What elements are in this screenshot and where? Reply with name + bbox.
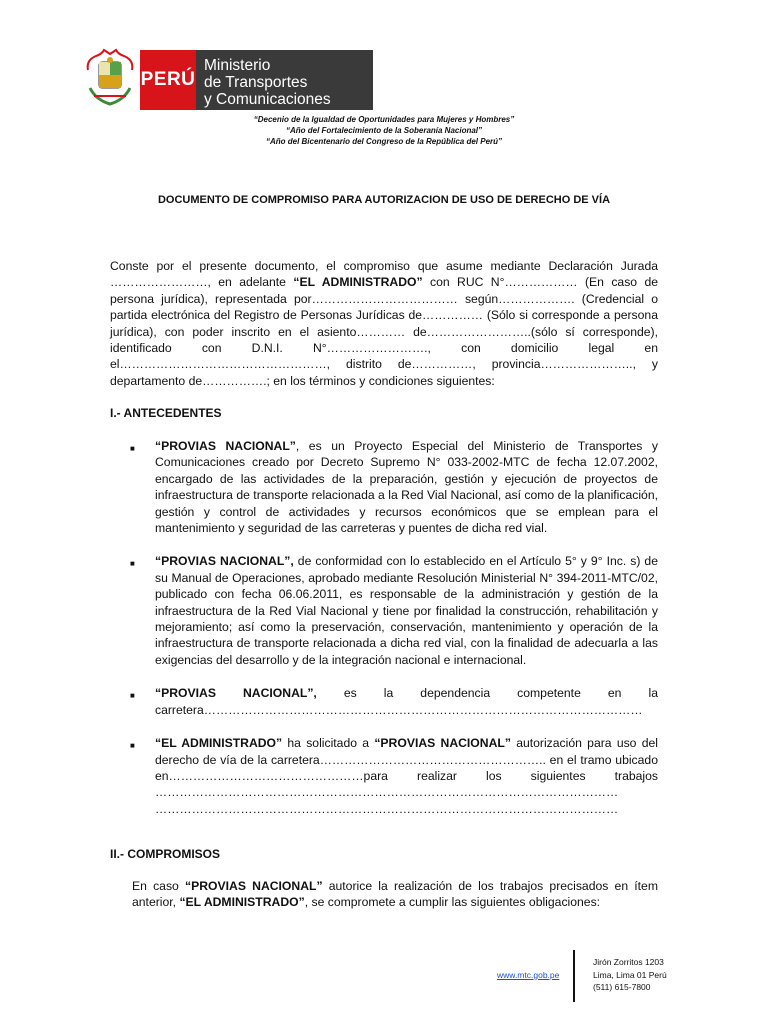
ministry-name — [196, 50, 373, 110]
plain-text: autorización para uso del derecho de vía de la carretera……………………………………………….. en el tramo ubicado en…………………………………………para realizar los siguientes trabajos …………………………………………………………………………………………………… …………………………………………………………………………………………………… — [155, 736, 658, 816]
footer-divider — [573, 950, 575, 1002]
intro-paragraph — [110, 258, 658, 389]
bold-text: “EL ADMINISTRADO” — [155, 736, 283, 751]
antecedentes-list — [130, 438, 658, 834]
bold-text: “PROVIAS NACIONAL” — [374, 736, 511, 751]
closing-paragraph — [132, 878, 658, 911]
ministry-line: Ministerio — [204, 57, 271, 74]
website-link[interactable]: www.mtc.gob.pe — [497, 970, 560, 980]
peru-seal-icon — [82, 48, 138, 110]
plain-text: autorice la realización de los trabajos precisados en ítem anterior, — [132, 879, 658, 910]
motto-line: “Año del Bicentenario del Congreso de la República del Perú” — [265, 137, 503, 146]
intro-text: Conste por el presente documento, el compromiso que asume mediante Declaración Jurada ……………………, en adelante — [110, 259, 658, 290]
section-compromisos: II.- COMPROMISOS — [110, 847, 221, 861]
bullet-icon: ■ — [130, 691, 135, 701]
list-item — [130, 553, 658, 668]
ministry-line: y Comunicaciones — [204, 91, 331, 108]
bold-text: “EL ADMINISTRADO” — [179, 895, 305, 910]
address-line: Lima, Lima 01 Perú — [593, 969, 667, 980]
document-title: DOCUMENTO DE COMPROMISO PARA AUTORIZACION DE USO DE DERECHO DE VÍA — [157, 194, 611, 206]
bold-text: “PROVIAS NACIONAL”, — [155, 686, 317, 701]
motto-line: “Decenio de la Igualdad de Oportunidades para Mujeres y Hombres” — [253, 115, 515, 124]
motto-line: “Año del Fortalecimiento de la Soberanía Nacional” — [285, 126, 483, 135]
decenio-mottos — [0, 114, 768, 147]
plain-text: , es un Proyecto Especial del Ministerio de Transportes y Comunicaciones creado por Decreto Supremo N° 033-2002-MTC de fecha 12.07.2002, encargado de las actividades de la preparación, gestión y ejecución de proyectos de infraestructura de transporte relacionada a la Red Vial Nacional, así como de la planificación, gestión y control de actividades y recursos económicos que se emplean para el mantenimiento y seguridad de las carreteras y puentes de dicha red vial. — [155, 439, 658, 536]
list-item-text — [155, 438, 658, 536]
plain-text: , se compromete a cumplir las siguientes obligaciones: — [304, 895, 601, 910]
bold-text: “PROVIAS NACIONAL”, — [155, 554, 294, 569]
ministry-line: de Transportes — [204, 74, 308, 91]
peru-logo: PERÚ — [140, 50, 196, 110]
list-item — [130, 685, 658, 718]
bullet-icon: ■ — [130, 741, 135, 751]
bold-text: “PROVIAS NACIONAL” — [155, 439, 296, 453]
address-line: (511) 615-7800 — [593, 982, 651, 992]
bullet-icon: ■ — [130, 444, 135, 453]
list-item — [130, 735, 658, 817]
bold-text: “PROVIAS NACIONAL” — [185, 879, 323, 893]
footer-address — [593, 956, 667, 994]
list-item-text — [155, 735, 658, 817]
address-line: Jirón Zorritos 1203 — [593, 957, 664, 967]
intro-bold: “EL ADMINISTRADO” — [293, 275, 423, 290]
coat-of-arms — [82, 48, 138, 110]
plain-text: En caso — [132, 879, 186, 893]
section-antecedentes: I.- ANTECEDENTES — [110, 406, 222, 420]
bullet-icon: ■ — [130, 559, 135, 569]
plain-text: ha solicitado a — [282, 736, 375, 751]
list-item-text — [155, 553, 658, 668]
plain-text: de conformidad con lo establecido en el Artículo 5° y 9° Inc. s) de su Manual de Operaciones, aprobado mediante Resolución Ministerial N° 394-2011-MTC/02, publicado con fecha 06.06.2011, es responsable de la administración y gestión de la infraestructura de la Red Vial Nacional y tiene por finalidad la construcción, rehabilitación y mejoramiento; así como la preservación, conservación, mantenimiento y operación de la infraestructura de transporte relacionada a dicha red vial, con la finalidad de adecuarla a las exigencias del desarrollo y de la integración nacional e internacional. — [155, 554, 658, 667]
list-item-text — [155, 685, 658, 718]
intro-text: con RUC N°……………… (En caso de persona jurídica), representada por……………………………… según………………. (Credencial o partida electrónica del Registro de Personas Jurídicas de…………… (Sólo si corresponde a persona jurídica), con poder inscrito en el asiento………… de……………………..(sólo sí corresponde), identificado con D.N.I. N°……………………., con domicilio legal en el……………………………………………, distrito de……………, provincia………………….., y departamento de…………….; en los términos y condiciones siguientes: — [110, 275, 658, 388]
plain-text: es la dependencia competente en la carretera……………………………………………………………………………………………… — [155, 686, 658, 717]
list-item — [130, 438, 658, 536]
